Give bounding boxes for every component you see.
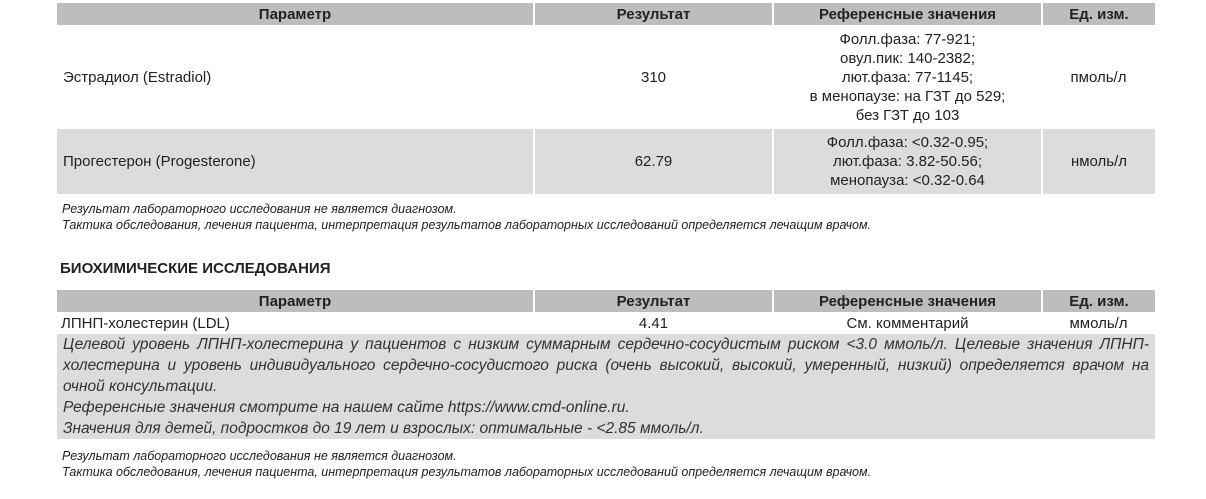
section-title: БИОХИМИЧЕСКИЕ ИССЛЕДОВАНИЯ bbox=[60, 260, 331, 277]
comment-line: Значения для детей, подростков до 19 лет и взрослых: оптимальные - <2.85 ммоль/л. bbox=[63, 420, 704, 437]
ref-line: Фолл.фаза: <0.32-0.95; bbox=[826, 134, 989, 151]
comment-line: Референсные значения смотрите на нашем сайте https://www.cmd-online.ru. bbox=[63, 399, 630, 416]
result-value: 310 bbox=[640, 68, 667, 86]
header-parameter: Параметр bbox=[57, 290, 534, 312]
param-name: ЛПНП-холестерин (LDL) bbox=[61, 314, 230, 332]
param-name: Прогестерон (Progesterone) bbox=[57, 129, 534, 194]
ref-line: без ГЗТ до 103 bbox=[855, 106, 960, 124]
table-header bbox=[57, 290, 1155, 312]
disclaimer-note bbox=[62, 201, 871, 233]
param-name: Эстрадиол (Estradiol) bbox=[63, 68, 212, 86]
reference-range: См. комментарий bbox=[846, 314, 969, 332]
unit: нмоль/л bbox=[1042, 129, 1155, 194]
biochemistry-table bbox=[57, 290, 1155, 439]
table-row bbox=[57, 25, 1155, 129]
reference-range bbox=[773, 25, 1042, 129]
unit: ммоль/л bbox=[1069, 314, 1128, 332]
header-unit: Ед. изм. bbox=[1042, 290, 1155, 312]
ref-line: овул.пик: 140-2382; bbox=[839, 49, 976, 67]
unit: пмоль/л bbox=[1070, 68, 1127, 86]
note-line: Результат лабораторного исследования не является диагнозом. bbox=[62, 449, 457, 463]
comment-row bbox=[57, 334, 1155, 439]
result-value: 62.79 bbox=[534, 129, 773, 194]
table-row bbox=[57, 312, 1155, 334]
reference-range bbox=[773, 129, 1042, 194]
header-result: Результат bbox=[534, 290, 773, 312]
header-reference: Референсные значения bbox=[773, 290, 1042, 312]
ref-line: менопауза: <0.32-0.64 bbox=[830, 172, 985, 189]
ref-line: лют.фаза: 77-1145; bbox=[841, 68, 974, 86]
note-line: Тактика обследования, лечения пациента, интерпретация результатов лабораторных исследований определяется лечащим врачом. bbox=[62, 465, 872, 479]
comment-line: Целевой уровень ЛПНП-холестерина у пациентов с низким суммарным сердечно-сосудистым риском <3.0 ммоль/л. Целевые значения ЛПНП-холестерина и уровень индивидуального сердечно-сосудистого риска (очень высокий, высокий, умеренный, низкий) определяется врачом на очной консультации. bbox=[63, 336, 1149, 395]
hormones-table bbox=[57, 3, 1155, 194]
header-result: Результат bbox=[534, 3, 773, 25]
ref-line: в менопаузе: на ГЗТ до 529; bbox=[809, 87, 1006, 105]
result-value: 4.41 bbox=[638, 314, 669, 332]
header-reference: Референсные значения bbox=[773, 3, 1042, 25]
note-line: Результат лабораторного исследования не является диагнозом. bbox=[62, 202, 457, 216]
ref-line: лют.фаза: 3.82-50.56; bbox=[832, 153, 982, 170]
header-unit: Ед. изм. bbox=[1042, 3, 1155, 25]
ref-line: Фолл.фаза: 77-921; bbox=[839, 30, 976, 48]
table-header bbox=[57, 3, 1155, 25]
note-line: Тактика обследования, лечения пациента, интерпретация результатов лабораторных исследований определяется лечащим врачом. bbox=[62, 218, 872, 232]
comment bbox=[57, 334, 1155, 439]
header-parameter: Параметр bbox=[57, 3, 534, 25]
disclaimer-note bbox=[62, 448, 871, 480]
table-row bbox=[57, 129, 1155, 194]
